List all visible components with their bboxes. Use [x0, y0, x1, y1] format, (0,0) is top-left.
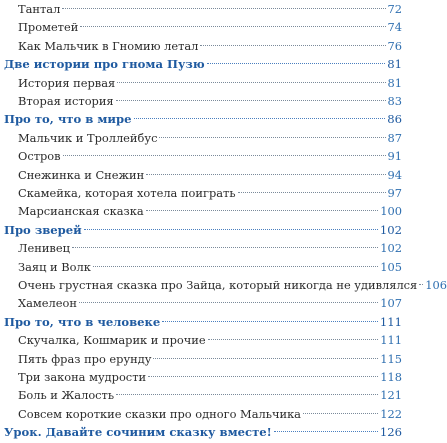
toc-entry[interactable]	[18, 0, 402, 18]
toc-entry-title: Снежинка и Снежин	[18, 167, 145, 182]
toc-entry-page-number: 107	[380, 296, 402, 311]
toc-entry[interactable]	[18, 18, 402, 36]
toc-entry-page-number: 122	[380, 406, 402, 421]
toc-entry[interactable]	[18, 92, 402, 110]
toc-entry-title: Скамейка, которая хотела поиграть	[18, 186, 236, 200]
toc-entry[interactable]	[18, 405, 402, 423]
toc-entry-page-number: 111	[380, 333, 402, 348]
toc-entry-page-number: 76	[387, 38, 402, 53]
toc-entry-page-number: 97	[387, 186, 402, 200]
dot-leader	[200, 45, 385, 46]
toc-entry[interactable]	[18, 276, 447, 294]
toc-entry[interactable]	[18, 129, 402, 147]
toc-entry[interactable]	[18, 37, 402, 55]
dot-leader	[153, 358, 378, 359]
toc-entry[interactable]	[18, 202, 402, 220]
toc-entry-title: Совсем короткие сказки про одного Мальчика	[18, 406, 301, 421]
toc-entry-title: Урок. Давайте сочиним сказку вместе!	[4, 425, 272, 440]
toc-entry-page-number: 81	[387, 57, 402, 72]
dot-leader	[117, 82, 385, 83]
toc-entry-page-number: 111	[379, 314, 402, 329]
dot-leader	[116, 100, 386, 101]
toc-entry-page-number: 115	[380, 351, 402, 366]
toc-section-entry[interactable]	[4, 55, 402, 73]
toc-entry-page-number: 126	[379, 425, 402, 440]
toc-entry-title: Очень грустная сказка про Зайца, который никогда не удивлялся	[18, 278, 418, 292]
toc-entry-page-number: 87	[387, 130, 402, 145]
dot-leader	[80, 26, 385, 27]
dot-leader	[79, 302, 378, 303]
toc-entry-title: Вторая история	[18, 94, 114, 108]
toc-entry-page-number: 91	[387, 149, 402, 164]
dot-leader	[63, 155, 386, 156]
toc-entry-page-number: 105	[380, 259, 402, 274]
dot-leader	[162, 321, 378, 322]
dot-leader	[93, 266, 378, 267]
toc-entry-page-number: 83	[387, 94, 402, 108]
toc-entry[interactable]	[18, 184, 402, 202]
toc-entry-title: Скучалка, Кошмарик и прочие	[18, 333, 206, 348]
toc-section-entry[interactable]	[4, 313, 402, 331]
toc-entry[interactable]	[18, 331, 402, 349]
toc-entry[interactable]	[18, 368, 402, 386]
dot-leader	[146, 174, 385, 175]
toc-entry-title: Остров	[18, 149, 61, 164]
dot-leader	[303, 413, 378, 414]
toc-entry-title: Боль и Жалость	[18, 388, 115, 403]
toc-entry-title: Пять фраз про ерунду	[18, 351, 152, 366]
toc-entry-title: Про зверей	[4, 222, 82, 237]
toc-entry[interactable]	[18, 147, 402, 165]
toc-entry-page-number: 94	[387, 167, 402, 182]
toc-entry-title: Марсианская сказка	[18, 204, 144, 219]
toc-entry-page-number: 118	[380, 370, 402, 384]
toc-section-entry[interactable]	[4, 221, 402, 239]
toc-entry-title: Про то, что в человеке	[4, 314, 161, 329]
toc-entry-title: Как Мальчик в Гномию летал	[18, 38, 199, 53]
toc-entry-page-number: 74	[387, 20, 402, 35]
dot-leader	[274, 431, 378, 432]
toc-entry-page-number: 102	[380, 241, 402, 256]
dot-leader	[134, 118, 386, 119]
dot-leader	[238, 192, 386, 193]
dot-leader	[419, 284, 423, 285]
toc-entry-page-number: 86	[387, 112, 402, 127]
toc-entry-title: Две истории про гнома Пузю	[4, 57, 205, 72]
toc-entry-title: История первая	[18, 75, 116, 90]
dot-leader	[146, 210, 379, 211]
toc-entry[interactable]	[18, 239, 402, 257]
toc-entry-page-number: 102	[379, 222, 402, 237]
toc-entry[interactable]	[18, 350, 402, 368]
dot-leader	[72, 247, 378, 248]
toc-section-entry[interactable]	[4, 110, 402, 128]
toc-entry-title: Хамелеон	[18, 296, 77, 311]
toc-entry[interactable]	[18, 166, 402, 184]
toc-entry-page-number: 100	[380, 204, 402, 219]
toc-section-entry[interactable]	[4, 423, 402, 441]
toc-entry-page-number: 121	[380, 388, 402, 403]
toc-entry-title: Три закона мудрости	[18, 370, 147, 384]
toc-entry-title: Мальчик и Троллейбус	[18, 130, 158, 145]
dot-leader	[148, 376, 378, 377]
toc-entry-page-number: 106	[425, 278, 447, 292]
dot-leader	[84, 229, 378, 230]
toc-entry-title: Про то, что в мире	[4, 112, 132, 127]
toc-entry-title: Ленивец	[18, 241, 70, 256]
toc-entry-title: Тантал	[18, 2, 61, 16]
toc-entry-page-number: 72	[387, 2, 402, 16]
toc-entry-title: Прометей	[18, 20, 79, 35]
toc-entry[interactable]	[18, 74, 402, 92]
toc-entry-title: Заяц и Волк	[18, 259, 91, 274]
toc-entry[interactable]	[18, 294, 402, 312]
toc-entry[interactable]	[18, 386, 402, 404]
dot-leader	[159, 137, 385, 138]
toc-entry[interactable]	[18, 258, 402, 276]
dot-leader	[207, 63, 386, 64]
dot-leader	[62, 8, 385, 9]
toc-entry-page-number: 81	[387, 75, 402, 90]
dot-leader	[116, 394, 378, 395]
dot-leader	[208, 339, 379, 340]
